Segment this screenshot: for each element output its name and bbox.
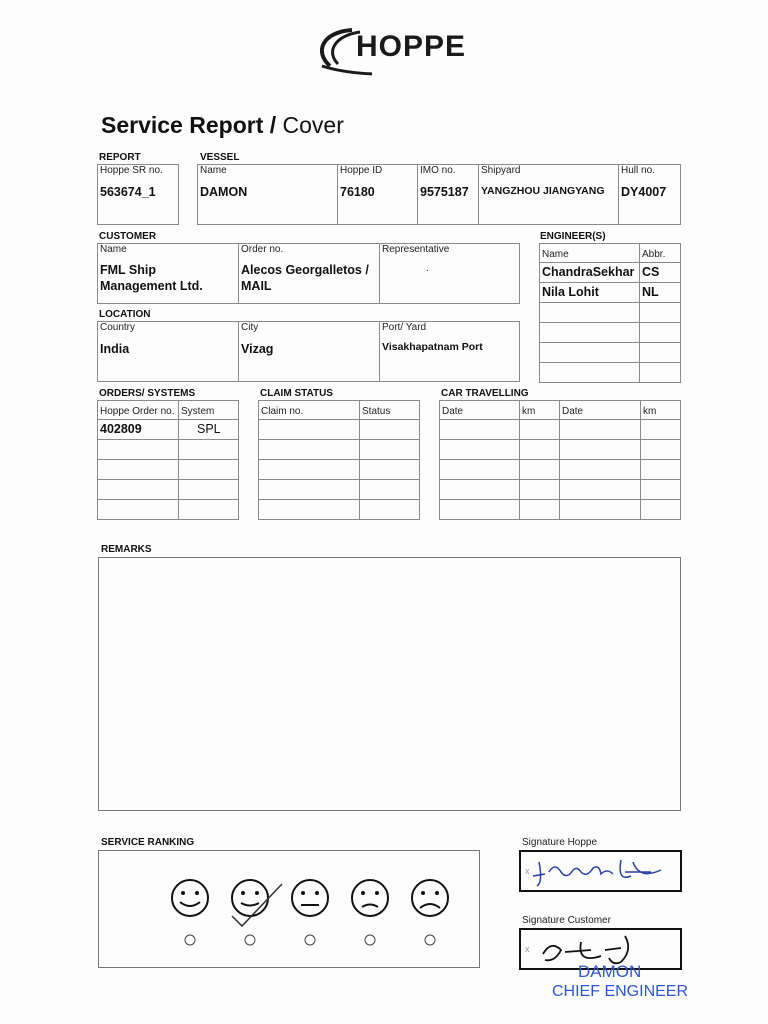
engineer-abbr-2: NL: [642, 285, 659, 299]
city-value: Vizag: [241, 342, 274, 356]
shipyard-label: Shipyard: [481, 165, 521, 176]
signature-customer-label: Signature Customer: [522, 915, 611, 926]
ranking-radio-1[interactable]: [185, 935, 195, 945]
report-table: [97, 164, 179, 225]
remarks-box[interactable]: [98, 557, 681, 811]
engineers-table: [539, 243, 681, 383]
ranking-radio-2[interactable]: [245, 935, 255, 945]
country-label: Country: [100, 322, 136, 333]
system-label: System: [181, 406, 215, 417]
claim-no-label: Claim no.: [261, 406, 304, 417]
order-no-line2: MAIL: [241, 279, 272, 293]
signature-hoppe-box[interactable]: [519, 850, 682, 892]
service-ranking-label: SERVICE RANKING: [101, 837, 195, 848]
orders-table: [97, 400, 239, 520]
hull-label: Hull no.: [621, 165, 655, 176]
car-empty-row: [440, 420, 681, 440]
ranking-radio-3[interactable]: [305, 935, 315, 945]
car-km2-label: km: [643, 406, 657, 417]
city-label: City: [241, 322, 259, 333]
svg-text:x: x: [525, 944, 530, 954]
hoppe-id-value: 76180: [340, 185, 375, 199]
orders-empty-row: [98, 500, 239, 520]
ranking-faces: [170, 878, 460, 950]
sr-label: Hoppe SR no.: [100, 165, 163, 176]
customer-name-line2: Management Ltd.: [100, 279, 203, 293]
representative-label: Representative: [382, 244, 450, 255]
neutral-face-icon[interactable]: [292, 880, 328, 916]
car-travelling-table: [439, 400, 681, 520]
hoppe-id-label: Hoppe ID: [340, 165, 383, 176]
claim-empty-row: [259, 480, 420, 500]
engineer-abbr-label: Abbr.: [642, 249, 666, 260]
car-date2-label: Date: [562, 406, 584, 417]
representative-value: .: [426, 263, 429, 274]
engineer-empty-row: [540, 303, 681, 323]
vessel-name-label: Name: [200, 165, 227, 176]
claim-empty-row: [259, 440, 420, 460]
stamp-line1: DAMON: [578, 962, 642, 981]
claim-empty-row: [259, 420, 420, 440]
claim-empty-row: [259, 460, 420, 480]
sad-face-icon[interactable]: [352, 880, 388, 916]
location-section-label: LOCATION: [99, 309, 151, 320]
claim-empty-row: [259, 500, 420, 520]
system-value: SPL: [197, 422, 221, 436]
report-section-label: REPORT: [99, 152, 141, 163]
claim-status-label: Status: [362, 406, 391, 417]
hoppe-logo: [312, 22, 487, 78]
location-table: [97, 321, 520, 382]
engineer-empty-row: [540, 323, 681, 343]
imo-label: IMO no.: [420, 165, 456, 176]
orders-empty-row: [98, 440, 239, 460]
engineer-name-label: Name: [542, 249, 569, 260]
orders-section-label: ORDERS/ SYSTEMS: [99, 388, 196, 399]
claim-section-label: CLAIM STATUS: [260, 388, 333, 399]
car-section-label: CAR TRAVELLING: [441, 388, 529, 399]
orders-empty-row: [98, 480, 239, 500]
svg-text:x: x: [525, 866, 530, 876]
engineers-section-label: ENGINEER(S): [540, 231, 606, 242]
hull-value: DY4007: [621, 185, 667, 199]
engineer-empty-row: [540, 343, 681, 363]
engineer-name-2: Nila Lohit: [542, 285, 599, 299]
ranking-radio-5[interactable]: [425, 935, 435, 945]
car-date-label: Date: [442, 406, 464, 417]
engineer-abbr-1: CS: [642, 265, 660, 279]
page-title: [101, 112, 344, 139]
port-label: Port/ Yard: [382, 322, 427, 333]
claim-table: [258, 400, 420, 520]
logo-text: HOPPE: [356, 30, 467, 63]
imo-value: 9575187: [420, 185, 469, 199]
customer-section-label: CUSTOMER: [99, 231, 157, 242]
vessel-table: [197, 164, 681, 225]
car-km-label: km: [522, 406, 536, 417]
car-empty-row: [440, 480, 681, 500]
vessel-section-label: VESSEL: [200, 152, 240, 163]
happy-face-icon[interactable]: [232, 880, 268, 916]
shipyard-value: YANGZHOU JIANGYANG: [481, 185, 605, 197]
vessel-name-value: DAMON: [200, 185, 248, 199]
car-empty-row: [440, 460, 681, 480]
orders-empty-row: [98, 460, 239, 480]
very-sad-face-icon[interactable]: [412, 880, 448, 916]
ranking-radio-4[interactable]: [365, 935, 375, 945]
order-no-label: Order no.: [241, 244, 284, 255]
hoppe-order-value: 402809: [100, 422, 142, 436]
remarks-section-label: REMARKS: [101, 544, 152, 555]
engineer-empty-row: [540, 363, 681, 383]
sr-value: 563674_1: [100, 185, 156, 199]
car-empty-row: [440, 500, 681, 520]
stamp-line2: CHIEF ENGINEER: [552, 983, 689, 1000]
signature-hoppe-label: Signature Hoppe: [522, 837, 598, 848]
customer-name-line1: FML Ship: [100, 263, 157, 277]
customer-table: [97, 243, 520, 304]
customer-name-label: Name: [100, 244, 127, 255]
title-normal: Cover: [276, 112, 344, 138]
country-value: India: [100, 342, 130, 356]
car-empty-row: [440, 440, 681, 460]
port-value: Visakhapatnam Port: [382, 341, 483, 353]
very-happy-face-icon[interactable]: [172, 880, 208, 916]
hoppe-signature-handwriting: [521, 852, 680, 890]
title-bold: Service Report /: [101, 112, 277, 138]
hoppe-order-label: Hoppe Order no.: [100, 406, 175, 417]
engineer-name-1: ChandraSekhar: [542, 265, 635, 279]
order-no-line1: Alecos Georgalletos /: [241, 263, 369, 277]
